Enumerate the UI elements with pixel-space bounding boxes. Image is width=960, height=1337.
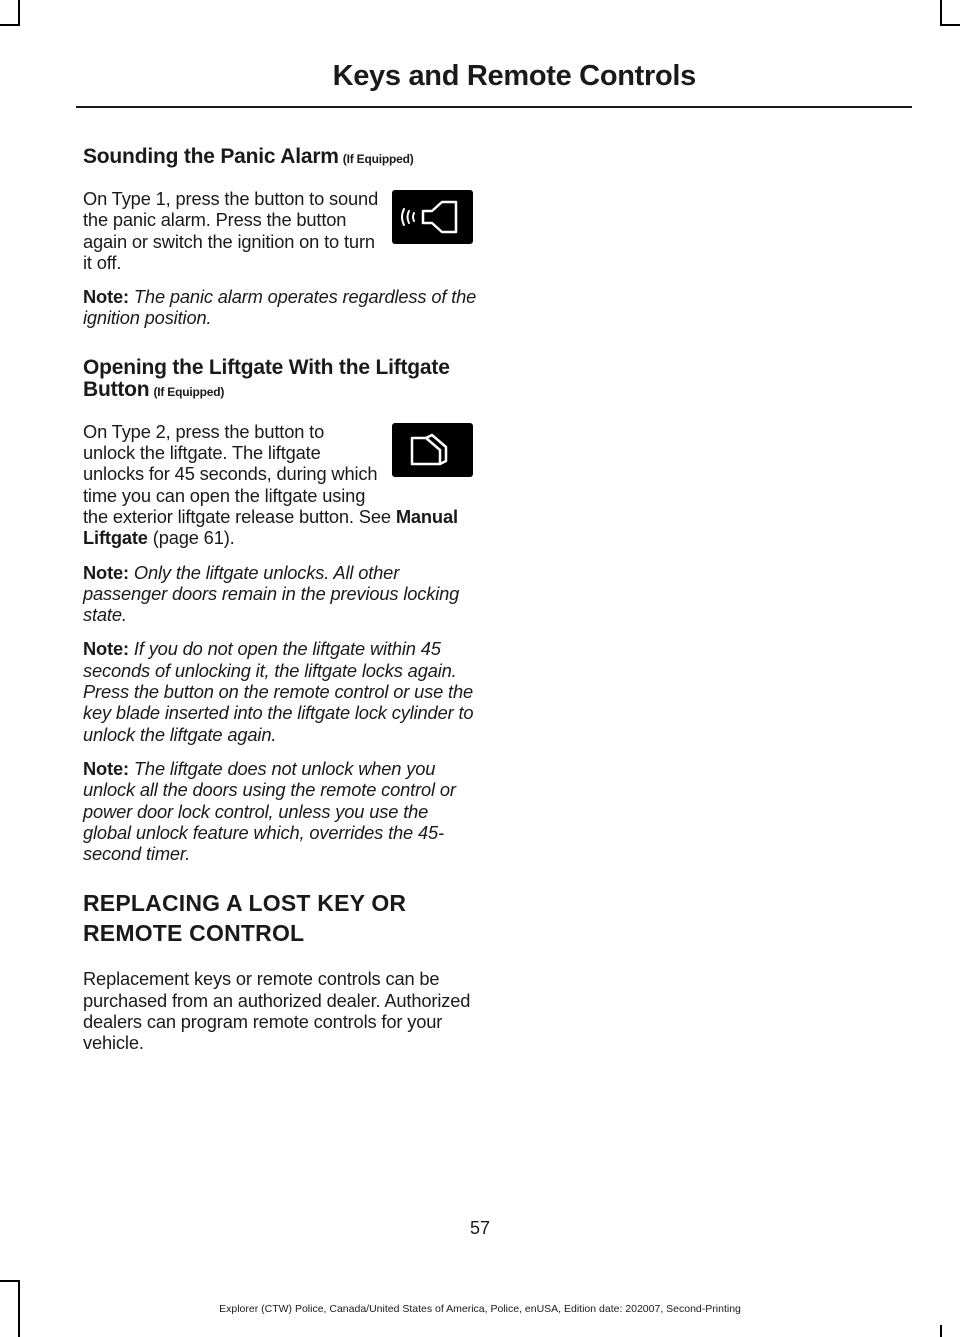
panic-alarm-note: Note: The panic alarm operates regardless of the ignition position.: [83, 286, 477, 329]
panic-alarm-heading: Sounding the Panic Alarm (If Equipped): [83, 145, 414, 168]
liftgate-text: On Type 2, press the button to unlock the liftgate. The liftgate unlocks for 45 seconds, during which time you can open the liftgate using the exterior liftgate release button. See Manual Liftgate (page 61).: [83, 420, 458, 549]
replacing-key-heading: REPLACING A LOST KEY OR REMOTE CONTROL: [83, 890, 407, 947]
panic-alarm-icon: [392, 190, 473, 244]
crop-mark-top-right: [940, 0, 942, 26]
if-equipped-tag: (If Equipped): [153, 384, 225, 399]
liftgate-note: Note: Only the liftgate unlocks. All other passenger doors remain in the previous locking state.: [83, 561, 460, 626]
crop-mark-top-left: [18, 0, 20, 26]
liftgate-note: Note: If you do not open the liftgate within 45 seconds of unlocking it, the liftgate locks again. Press the button on the remote control or use the key blade inserted into the liftgate lock cylinder to unlock the liftgate again.: [83, 638, 474, 745]
replacing-key-text: Replacement keys or remote controls can be purchased from an authorized dealer. Authorized dealers can program remote controls for your vehicle.: [83, 968, 471, 1054]
crop-mark-top-left: [0, 24, 20, 26]
manual-liftgate-link[interactable]: Manual Liftgate: [83, 505, 458, 549]
crop-mark-bottom-right: [940, 1325, 942, 1337]
edition-footer: Explorer (CTW) Police, Canada/United States of America, Police, enUSA, Edition date: 202007, Second-Printing: [219, 1303, 741, 1315]
content-column: [83, 146, 477, 1067]
crop-mark-top-right: [940, 24, 960, 26]
liftgate-heading: Opening the Liftgate With the Liftgate Button (If Equipped): [83, 355, 450, 401]
page-header-title: Keys and Remote Controls: [332, 60, 696, 92]
liftgate-note: Note: The liftgate does not unlock when you unlock all the doors using the remote control or power door lock control, unless you use the global unlock feature which, overrides the 45-second timer.: [83, 757, 456, 865]
page-number: 57: [469, 1218, 491, 1238]
liftgate-icon: [392, 423, 473, 477]
crop-mark-bottom-left: [0, 1280, 20, 1282]
header-divider: [76, 106, 912, 108]
if-equipped-tag: (If Equipped): [342, 152, 414, 166]
panic-alarm-text: On Type 1, press the button to sound the panic alarm. Press the button again or switch the ignition on to turn it off.: [83, 188, 379, 273]
